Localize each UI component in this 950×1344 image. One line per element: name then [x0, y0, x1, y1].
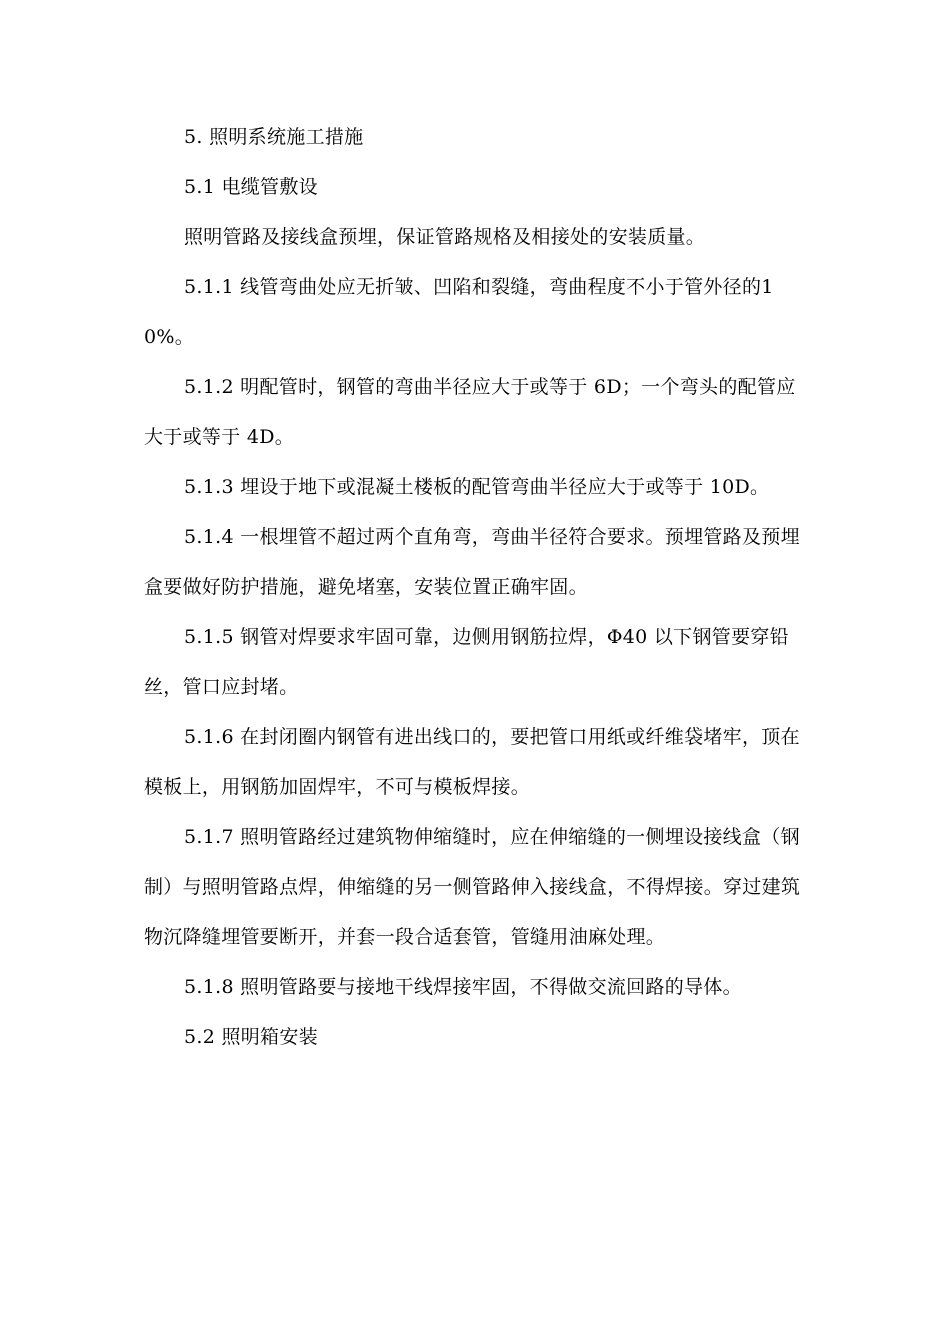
document-body	[144, 112, 808, 1062]
paragraph-5-1-6: 5.1.6 在封闭圈内钢管有进出线口的，要把管口用纸或纤维袋堵牢，顶在模板上，用钢筋加固焊牢，不可与模板焊接。	[144, 726, 800, 798]
paragraph-5-1-4: 5.1.4 一根埋管不超过两个直角弯，弯曲半径符合要求。预埋管路及预埋盒要做好防护措施，避免堵塞，安装位置正确牢固。	[144, 526, 800, 598]
paragraph-5-1-2: 5.1.2 明配管时，钢管的弯曲半径应大于或等于 6D；一个弯头的配管应大于或等于 4D。	[144, 376, 796, 448]
paragraph-5-1-1: 5.1.1 线管弯曲处应无折皱、凹陷和裂缝，弯曲程度不小于管外径的10%。	[144, 276, 774, 348]
section-heading-5: 5. 照明系统施工措施	[184, 126, 364, 148]
paragraph-5-1-5: 5.1.5 钢管对焊要求牢固可靠，边侧用钢筋拉焊，Φ40 以下钢管要穿铅丝，管口应封堵。	[144, 626, 789, 698]
paragraph-intro: 照明管路及接线盒预埋，保证管路规格及相接处的安装质量。	[184, 226, 706, 248]
paragraph-5-1-8: 5.1.8 照明管路要与接地干线焊接牢固，不得做交流回路的导体。	[184, 976, 742, 998]
paragraph-5-1-3: 5.1.3 埋设于地下或混凝土楼板的配管弯曲半径应大于或等于 10D。	[184, 476, 770, 498]
subsection-heading-5-2: 5.2 照明箱安装	[184, 1026, 318, 1048]
subsection-heading-5-1: 5.1 电缆管敷设	[184, 176, 318, 198]
paragraph-5-1-7: 5.1.7 照明管路经过建筑物伸缩缝时，应在伸缩缝的一侧埋设接线盒（钢制）与照明管路点焊，伸缩缝的另一侧管路伸入接线盒，不得焊接。穿过建筑物沉降缝埋管要断开，并套一段合适套管，管缝用油麻处理。	[144, 826, 801, 948]
